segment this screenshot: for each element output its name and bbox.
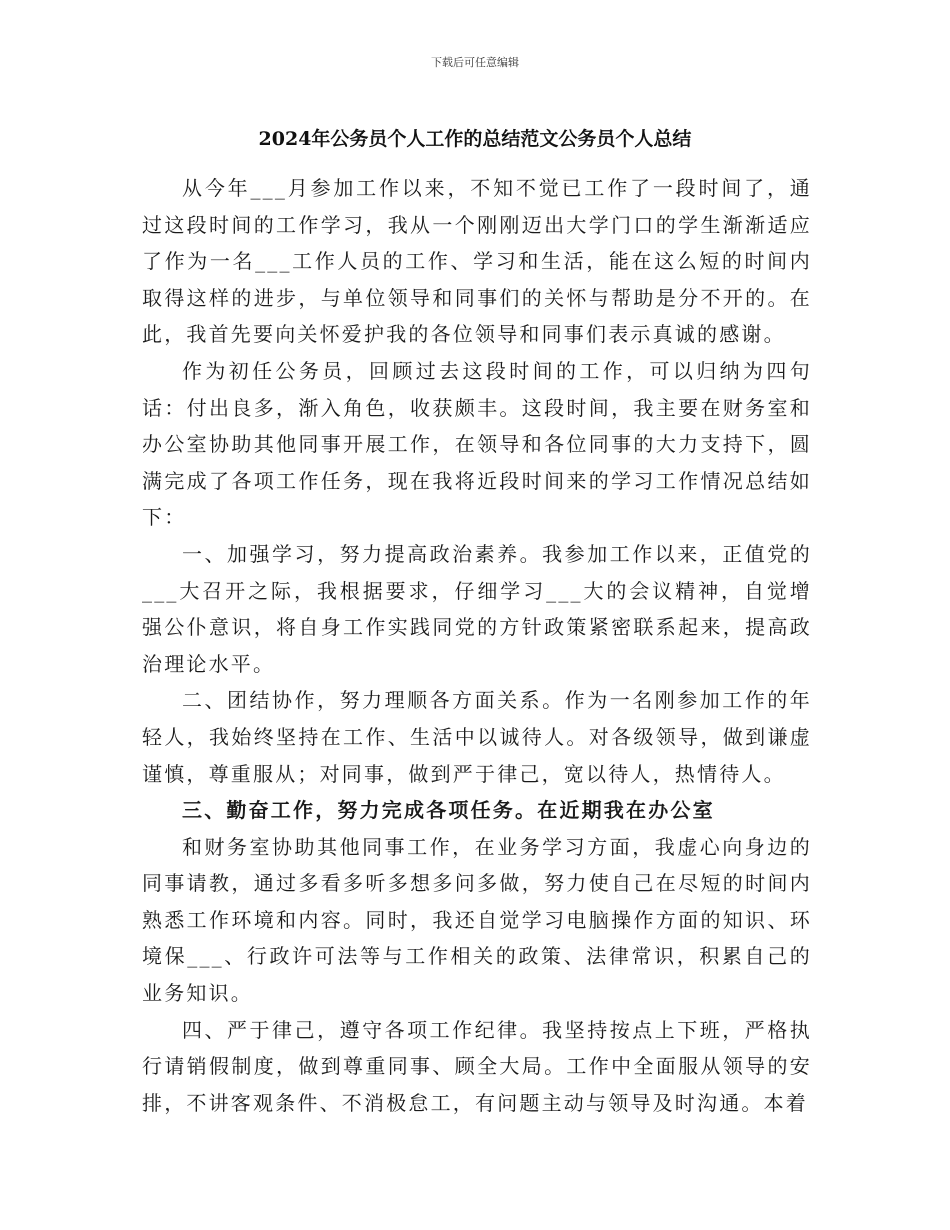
document-title: 2024年公务员个人工作的总结范文公务员个人总结 [258, 128, 692, 150]
header-note: 下载后可任意编辑 [431, 56, 519, 69]
paragraph-heading: 三、勤奋工作，努力完成各项任务。在近期我在办公室 [182, 798, 715, 823]
paragraph: 和财务室协助其他同事工作，在业务学习方面，我虚心向身边的同事请教，通过多看多听多想多问多做，努力使自己在尽短的时间内熟悉工作环境和内容。同时，我还自觉学习电脑操作方面的知识、环境保___、行政许可法等与工作相关的政策、法律常识，积累自己的业务知识。 [142, 834, 812, 1006]
document-body [142, 170, 812, 1121]
paragraph: 二、团结协作，努力理顺各方面关系。作为一名刚参加工作的年轻人，我始终坚持在工作、生活中以诚待人。对各级领导，做到谦虚谨慎，尊重服从；对同事，做到严于律己，宽以待人，热情待人。 [142, 688, 812, 786]
paragraph: 一、加强学习，努力提高政治素养。我参加工作以来，正值党的___大召开之际，我根据要求，仔细学习___大的会议精神，自觉增强公仆意识，将自身工作实践同党的方针政策紧密联系起来，提高政治理论水平。 [142, 541, 812, 676]
paragraph: 四、严于律己，遵守各项工作纪律。我坚持按点上下班，严格执行请销假制度，做到尊重同事、顾全大局。工作中全面服从领导的安排，不讲客观条件、不消极怠工，有问题主动与领导及时沟通。本着 [142, 1017, 812, 1115]
paragraph: 作为初任公务员，回顾过去这段时间的工作，可以归纳为四句话：付出良多，渐入角色，收获颇丰。这段时间，我主要在财务室和办公室协助其他同事开展工作，在领导和各位同事的大力支持下，圆满完成了各项工作任务，现在我将近段时间来的学习工作情况总结如下： [142, 358, 812, 530]
paragraph: 从今年___月参加工作以来，不知不觉已工作了一段时间了，通过这段时间的工作学习，我从一个刚刚迈出大学门口的学生渐渐适应了作为一名___工作人员的工作、学习和生活，能在这么短的时间内取得这样的进步，与单位领导和同事们的关怀与帮助是分不开的。在此，我首先要向关怀爱护我的各位领导和同事们表示真诚的感谢。 [142, 176, 812, 347]
